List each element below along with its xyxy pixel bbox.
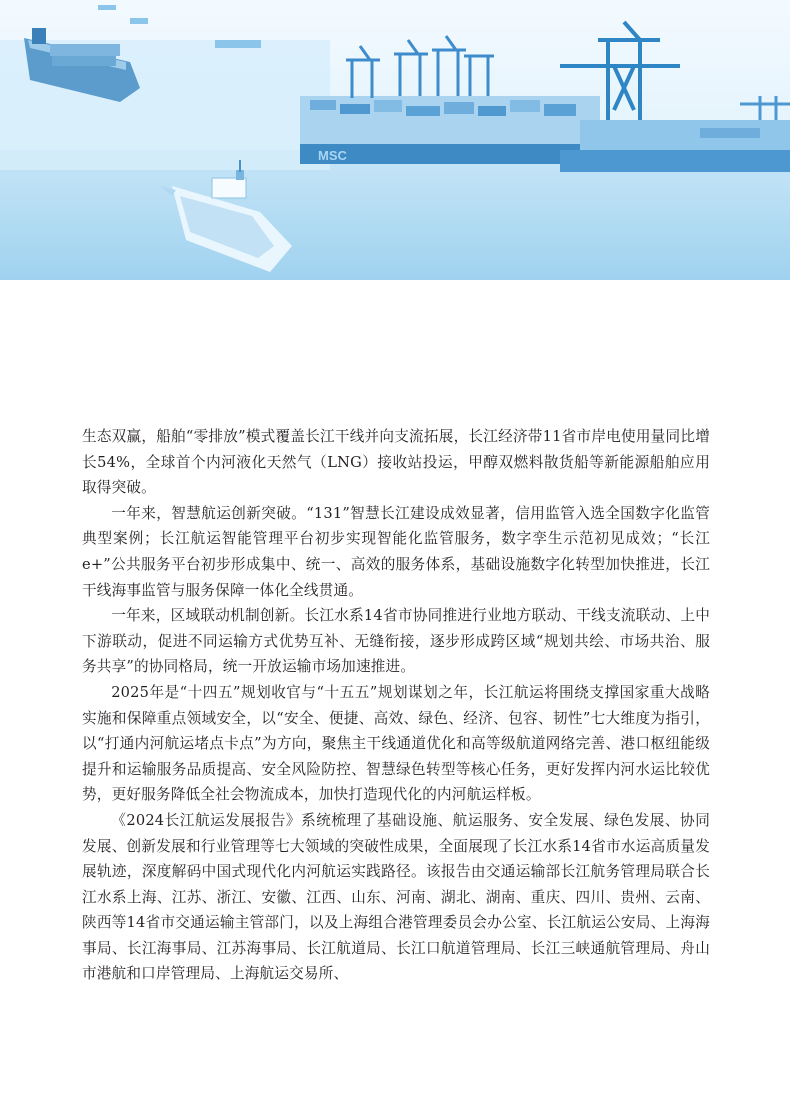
right-terminal <box>560 120 790 172</box>
paragraph: 2025年是“十四五”规划收官与“十五五”规划谋划之年，长江航运将围绕支撑国家重大战略实施和保障重点领域安全，以“安全、便捷、高效、绿色、经济、包容、韧性”七大维度为指引，以“打通内河航运堵点卡点”为方向，聚焦主干线通道优化和高等级航道网络完善、港口枢纽能级提升和运输服务品质提高、安全风险防控、智慧绿色转型等核心任务，更好发挥内河水运比较优势，更好服务降低全社会物流成本，加快打造现代化的内河航运样板。 <box>82 683 710 804</box>
port-illustration <box>0 0 790 280</box>
paragraph: 《2024长江航运发展报告》系统梳理了基础设施、航运服务、安全发展、绿色发展、协同发展、创新发展和行业管理等七大领域的突破性成果，全面展现了长江水系14省市水运高质量发展轨迹，深度解码中国式现代化内河航运实践路径。该报告由交通运输部长江航务管理局联合长江水系上海、江苏、浙江、安徽、江西、山东、河南、湖北、湖南、重庆、四川、贵州、云南、陕西等14省市交通运输主管部门，以及上海组合港管理委员会办公室、长江航运公安局、上海海事局、长江海事局、江苏海事局、长江航道局、长江口航道管理局、长江三峡通航管理局、舟山市港航和口岸管理局、上海航运交易所、 <box>82 811 710 983</box>
paragraph: 一年来，区域联动机制创新。长江水系14省市协同推进行业地方联动、干线支流联动、上中下游联动，促进不同运输方式优势互补、无缝衔接，逐步形成跨区域“规划共绘、市场共治、服务共享”的协同格局，统一开放运输市场加速推进。 <box>82 607 710 676</box>
ship-hull-text: MSC <box>318 148 347 163</box>
report-body <box>82 424 710 987</box>
paragraph: 生态双赢，船舶“零排放”模式覆盖长江干线并向支流拓展，长江经济带11省市岸电使用量同比增长54%，全球首个内河液化天然气（LNG）接收站投运，甲醇双燃料散货船等新能源船舶应用取得突破。 <box>82 428 710 497</box>
port-quay <box>300 96 600 164</box>
header-banner-image <box>0 0 790 280</box>
paragraph: 一年来，智慧航运创新突破。“131”智慧长江建设成效显著，信用监管入选全国数字化监管典型案例；长江航运智能管理平台初步实现智能化监管服务，数字孪生示范初见成效；“长江e+”公共服务平台初步形成集中、统一、高效的服务体系，基础设施数字化转型加快推进，长江干线海事监管与服务保障一体化全线贯通。 <box>82 504 710 599</box>
